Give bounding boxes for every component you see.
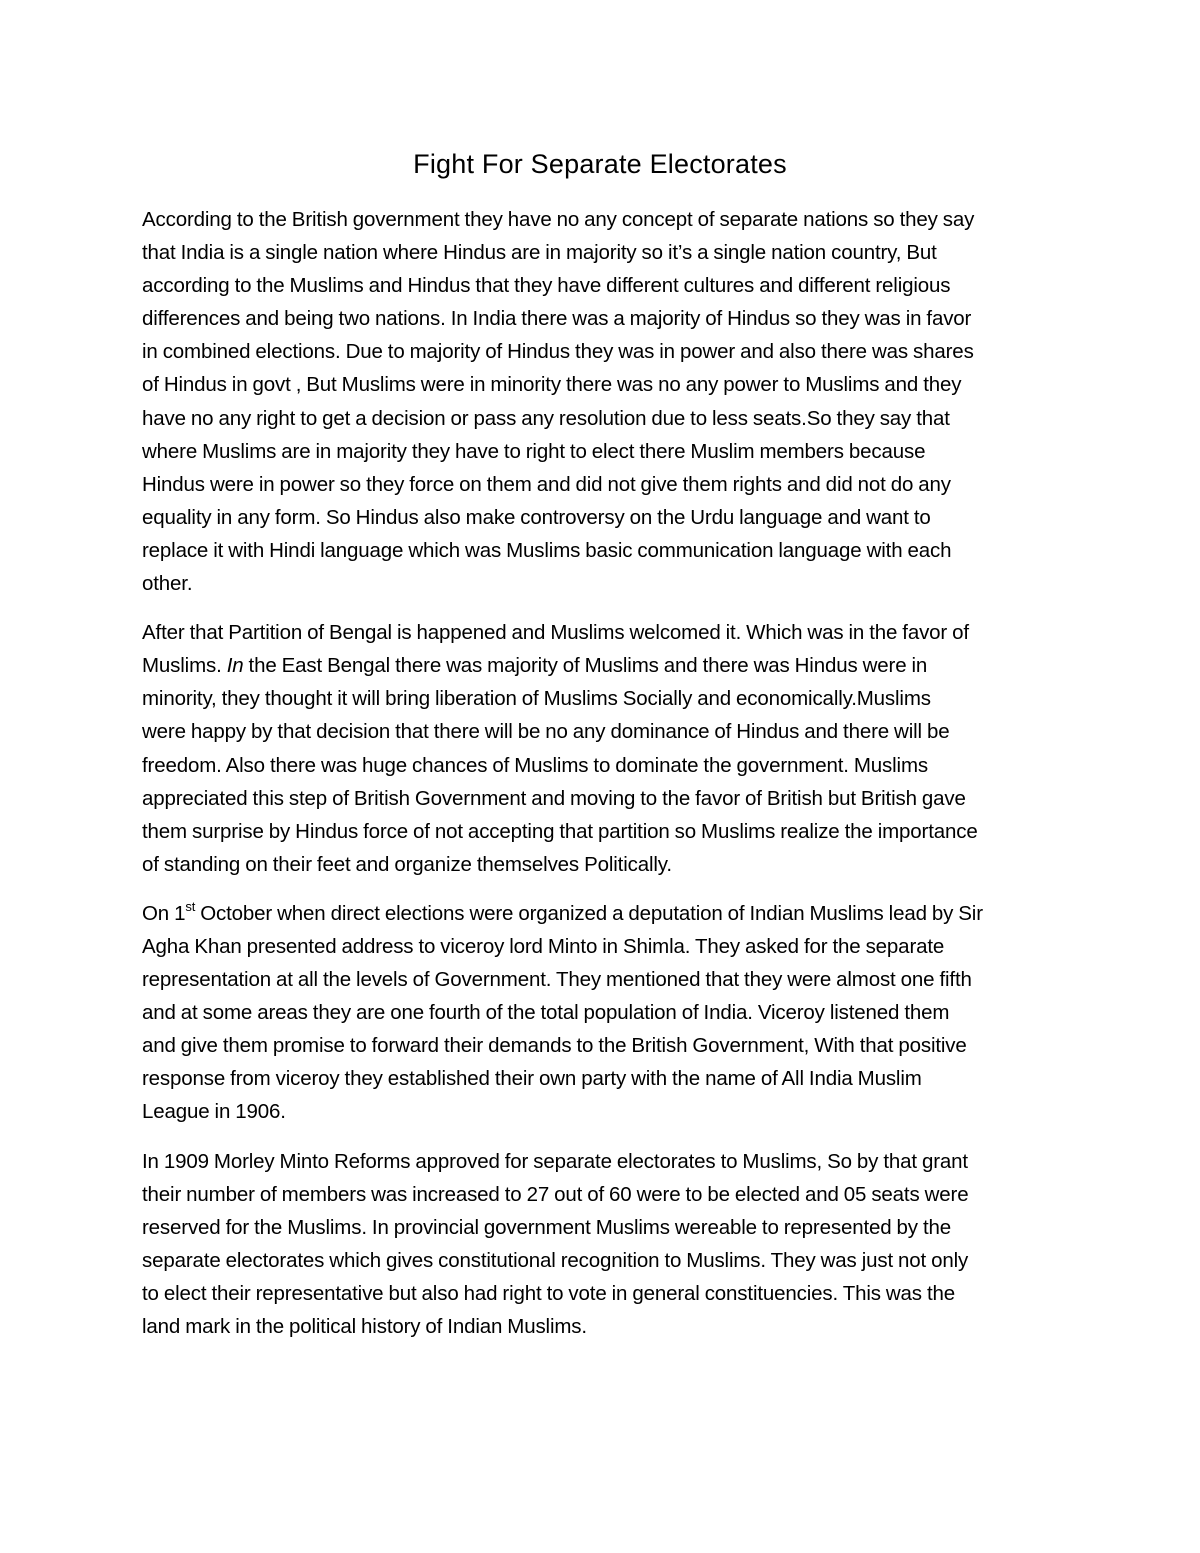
text-line: League in 1906.	[142, 1100, 286, 1124]
text-line: and give them promise to forward their demands to the British Government, With that positive	[142, 1034, 967, 1058]
text-line: reserved for the Muslims. In provincial government Muslims wereable to represented by the	[142, 1215, 951, 1239]
text-line: Hindus were in power so they force on them and did not give them rights and did not do any	[142, 472, 951, 496]
text-segment: the East Bengal there was majority of Muslims and there was Hindus were in	[243, 654, 928, 678]
document-title: Fight For Separate Electorates	[413, 149, 787, 179]
text-line: Agha Khan presented address to viceroy lord Minto in Shimla. They asked for the separate	[142, 934, 945, 958]
paragraph-3	[142, 897, 1062, 1129]
text-line: minority, they thought it will bring liberation of Muslims Socially and economically.Muslims	[142, 687, 931, 711]
text-line	[142, 897, 1062, 930]
text-segment: October when direct elections were organized a deputation of Indian Muslims lead by Sir	[195, 901, 983, 925]
text-line: were happy by that decision that there will be no any dominance of Hindus and there will be	[142, 720, 950, 744]
text-line: them surprise by Hindus force of not accepting that partition so Muslims realize the importance	[142, 819, 978, 843]
text-line: response from viceroy they established their own party with the name of All India Muslim	[142, 1067, 922, 1091]
italic-text: In	[226, 654, 244, 678]
text-line: in combined elections. Due to majority of Hindus they was in power and also there was shares	[142, 340, 974, 364]
text-line: of Hindus in govt , But Muslims were in minority there was no any power to Muslims and they	[142, 373, 962, 397]
text-line: separate electorates which gives constitutional recognition to Muslims. They was just not only	[142, 1248, 969, 1272]
text-line: have no any right to get a decision or pass any resolution due to less seats.So they say that	[142, 406, 950, 430]
text-line: After that Partition of Bengal is happened and Muslims welcomed it. Which was in the favor of	[142, 621, 969, 645]
paragraph-1	[142, 203, 1062, 600]
text-line: and at some areas they are one fourth of the total population of India. Viceroy listened them	[142, 1001, 950, 1025]
ordinal-superscript: st	[185, 899, 196, 915]
text-line: that India is a single nation where Hindus are in majority so it’s a single nation country, But	[142, 241, 937, 265]
text-line: to elect their representative but also had right to vote in general constituencies. This was the	[142, 1281, 956, 1305]
text-line: where Muslims are in majority they have to right to elect there Muslim members because	[142, 439, 926, 463]
paragraph-4	[142, 1145, 1062, 1344]
text-line: land mark in the political history of Indian Muslims.	[142, 1315, 587, 1338]
paragraph-2	[142, 616, 1062, 881]
text-line: of standing on their feet and organize themselves Politically.	[142, 852, 672, 876]
text-line: In 1909 Morley Minto Reforms approved for separate electorates to Muslims, So by that grant	[142, 1149, 968, 1173]
text-line: According to the British government they have no any concept of separate nations so they say	[142, 208, 975, 231]
text-line: replace it with Hindi language which was Muslims basic communication language with each	[142, 538, 952, 562]
text-line: their number of members was increased to 27 out of 60 were to be elected and 05 seats were	[142, 1182, 969, 1206]
text-line: other.	[142, 572, 193, 596]
text-line: differences and being two nations. In India there was a majority of Hindus so they was in favor	[142, 307, 972, 331]
text-segment: Muslims.	[142, 654, 227, 678]
text-line	[142, 649, 1062, 682]
text-line: equality in any form. So Hindus also make controversy on the Urdu language and want to	[142, 505, 931, 529]
text-segment: On 1	[142, 901, 186, 925]
text-line: according to the Muslims and Hindus that they have different cultures and different religious	[142, 274, 951, 298]
document-body	[142, 203, 1062, 1359]
text-line: appreciated this step of British Government and moving to the favor of British but British gave	[142, 786, 966, 810]
text-line: representation at all the levels of Government. They mentioned that they were almost one fifth	[142, 968, 972, 992]
text-line: freedom. Also there was huge chances of Muslims to dominate the government. Muslims	[142, 753, 928, 777]
